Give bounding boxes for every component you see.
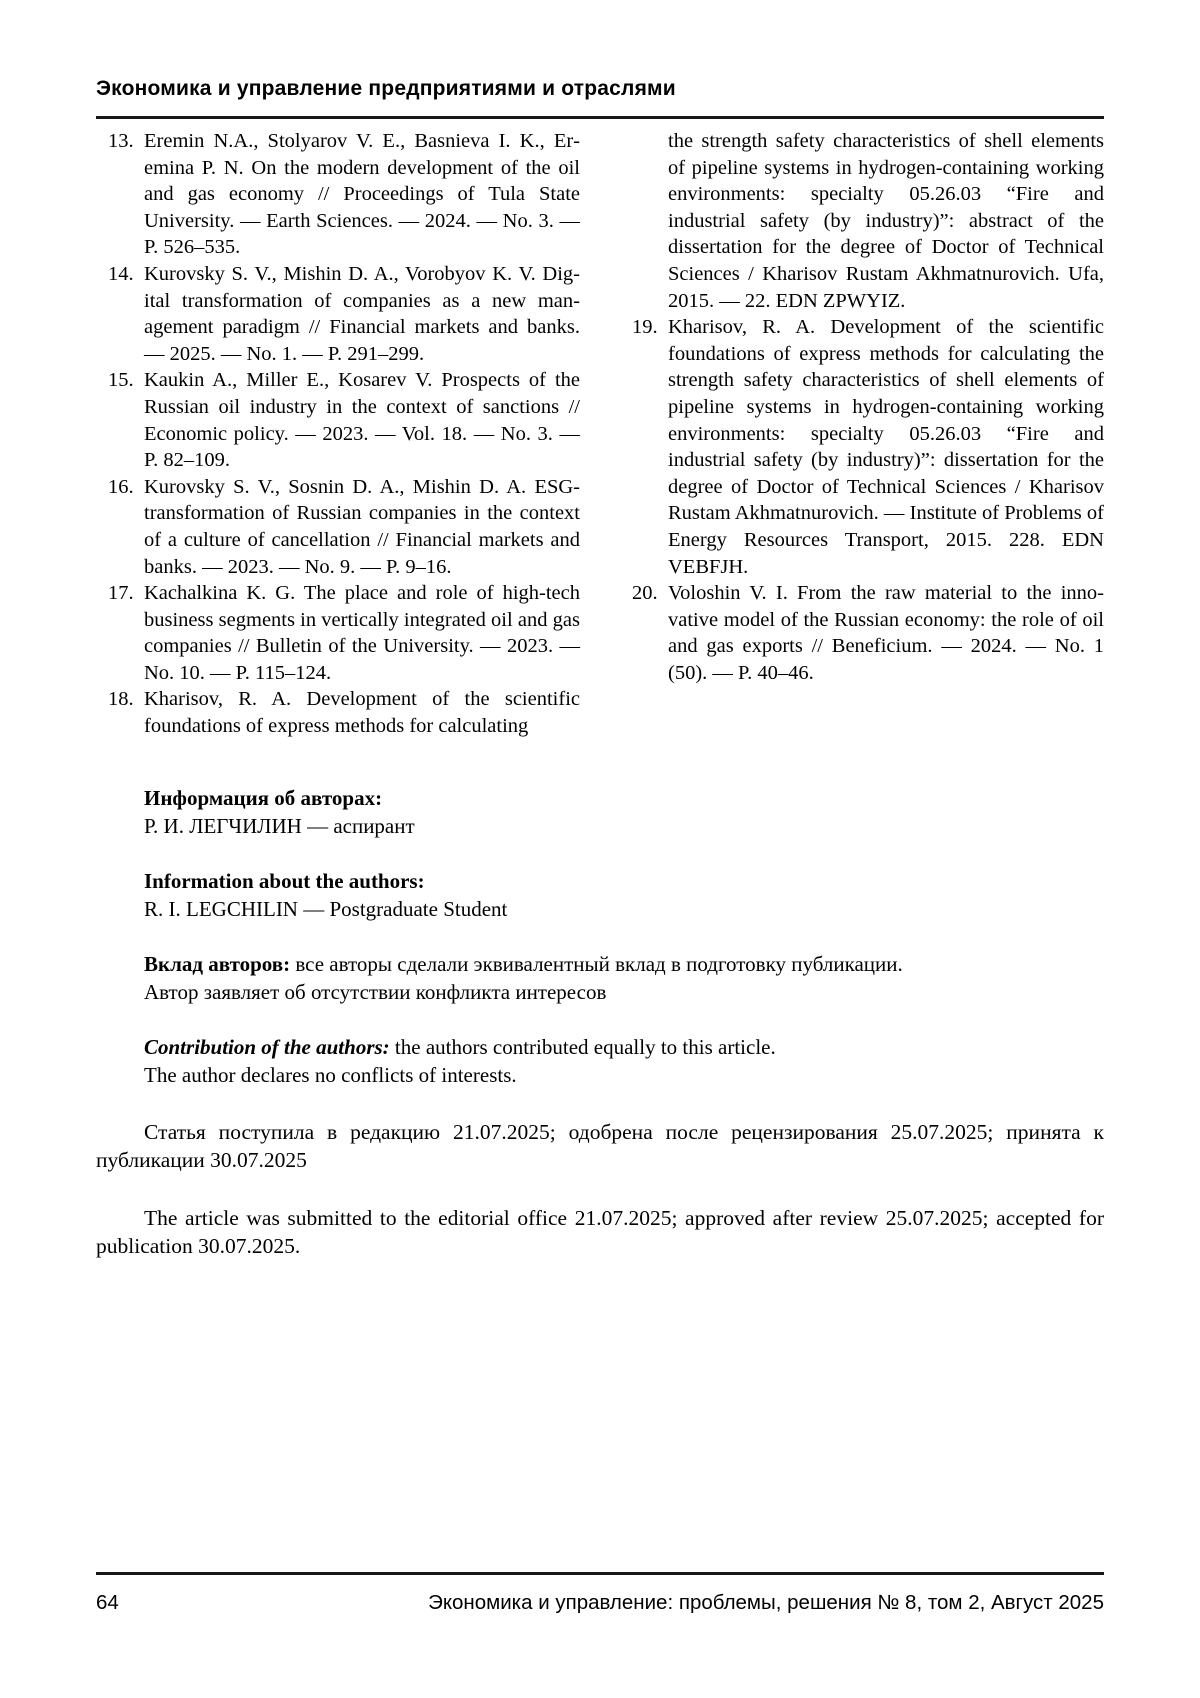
references-left-column [96,128,580,740]
contribution-ru [96,950,1104,1006]
reference-number: 20. [632,582,658,605]
reference-item [96,128,580,261]
reference-item [96,367,580,473]
submission-dates-ru: Статья поступила в редакцию 21.07.2025; одобрена после рецензирования 25.07.2025; принята к публикации 30.07.2025 [96,1119,1104,1173]
footer-rule [96,1572,1104,1575]
contribution-ru-text: все авторы сделали эквивалентный вклад в подготовку публикации. [295,951,903,976]
authors-info-en-heading: Information about the authors: [144,868,425,893]
contribution-ru-statement [96,950,1104,978]
contribution-en-text: the authors contributed equally to this article. [394,1034,776,1059]
authors-info-ru-line: Р. И. ЛЕГЧИЛИН — аспирант [144,813,415,838]
references-section [96,128,1104,740]
reference-text: Kachalkina K. G. The place and role of high-tech business segments in vertically integrated oil and gas companies // Bulletin of the University. — 2023. — No. 10. — P. 115–124. [144,582,580,684]
authors-info-en [96,867,1104,923]
reference-item [620,128,1104,314]
reference-text: Kurovsky S. V., Mishin D. A., Vorobyov K. V. Digital transformation of companies as a new management paradigm // Financial markets and banks. — 2025. — No. 1. — P. 291–299. [144,262,580,365]
reference-text: Eremin N.A., Stolyarov V. E., Basnieva I. K., Eremina P. N. On the modern development of the oil and gas economy // Proceedings of Tula State University. — Earth Sciences. — 2024. — No. 3. — P. 526–535. [144,130,580,259]
reference-item [96,686,580,739]
contribution-en [96,1033,1104,1089]
authors-info-ru [96,784,1104,840]
journal-title-line: Экономика и управление: проблемы, решения № 8, том 2, Август 2025 [428,1591,1104,1614]
reference-number: 19. [632,316,658,339]
references-right-column [620,128,1104,740]
reference-text: Voloshin V. I. From the raw material to the innovative model of the Russian economy: the role of oil and gas exports // Beneficium. — 2024. — No. 1 (50). — P. 40–46. [668,582,1104,684]
reference-number: 18. [108,688,134,711]
authors-info-en-line: R. I. LEGCHILIN — Postgraduate Student [144,896,508,921]
reference-item [96,580,580,686]
contribution-en-statement [96,1033,1104,1061]
contribution-en-label: Contribution of the authors: [144,1034,390,1059]
reference-text: Kaukin A., Miller E., Kosarev V. Prospects of the Russian oil industry in the context of sanctions // Economic policy. — 2023. — Vol. 18. — No. 3. — P. 82–109. [144,369,580,472]
reference-text: the strength safety characteristics of shell elements of pipeline systems in hydrogen-containing working environments: specialty 05.26.03 “Fire and industrial safety (by industry)”: abstract of the dissertation for the degree of Doctor of Technical Sciences / Kharisov Rustam Akhmatnurovich. Ufa, 2015. — 22. EDN ZPWYIZ. [668,130,1104,312]
footer-row [96,1590,1104,1615]
conflict-en-statement: The author declares no conflicts of interests. [144,1062,517,1087]
submission-dates-en: The article was submitted to the editorial office 21.07.2025; approved after review 25.07.2025; accepted for publication 30.07.2025. [96,1205,1104,1259]
reference-item [96,261,580,367]
page-number: 64 [96,1591,119,1614]
reference-number: 17. [108,582,134,605]
reference-text: Kharisov, R. A. Development of the scientific foundations of express methods for calculating [144,688,580,738]
authors-info-ru-heading: Информация об авторах: [144,785,383,810]
reference-number: 15. [108,369,134,392]
page-footer [96,1572,1104,1615]
conflict-ru-statement: Автор заявляет об отсутствии конфликта интересов [144,979,607,1004]
section-heading: Экономика и управление предприятиями и отраслями [96,77,676,100]
reference-text: Kharisov, R. A. Development of the scientific foundations of express methods for calculating the strength safety characteristics of shell elements of pipeline systems in hydrogen-containing working environments: specialty 05.26.03 “Fire and industrial safety (by industry)”: dissertation for the degree of Doctor of Technical Sciences / Kharisov Rustam Akhmatnurovich. — Institute of Problems of Energy Resources Transport, 2015. 228. EDN VEBFJH. [668,316,1104,578]
reference-number: 13. [108,130,134,152]
reference-number: 14. [108,262,134,285]
header-rule [96,116,1104,119]
reference-text: Kurovsky S. V., Sosnin D. A., Mishin D. A. ESG-transformation of Russian companies in the context of a culture of cancellation // Financial markets and banks. — 2023. — No. 9. — P. 9–16. [144,475,580,578]
contribution-ru-label: Вклад авторов: [144,951,291,976]
reference-item [620,314,1104,580]
reference-number: 16. [108,475,134,498]
reference-item [96,474,580,580]
reference-item [620,580,1104,686]
